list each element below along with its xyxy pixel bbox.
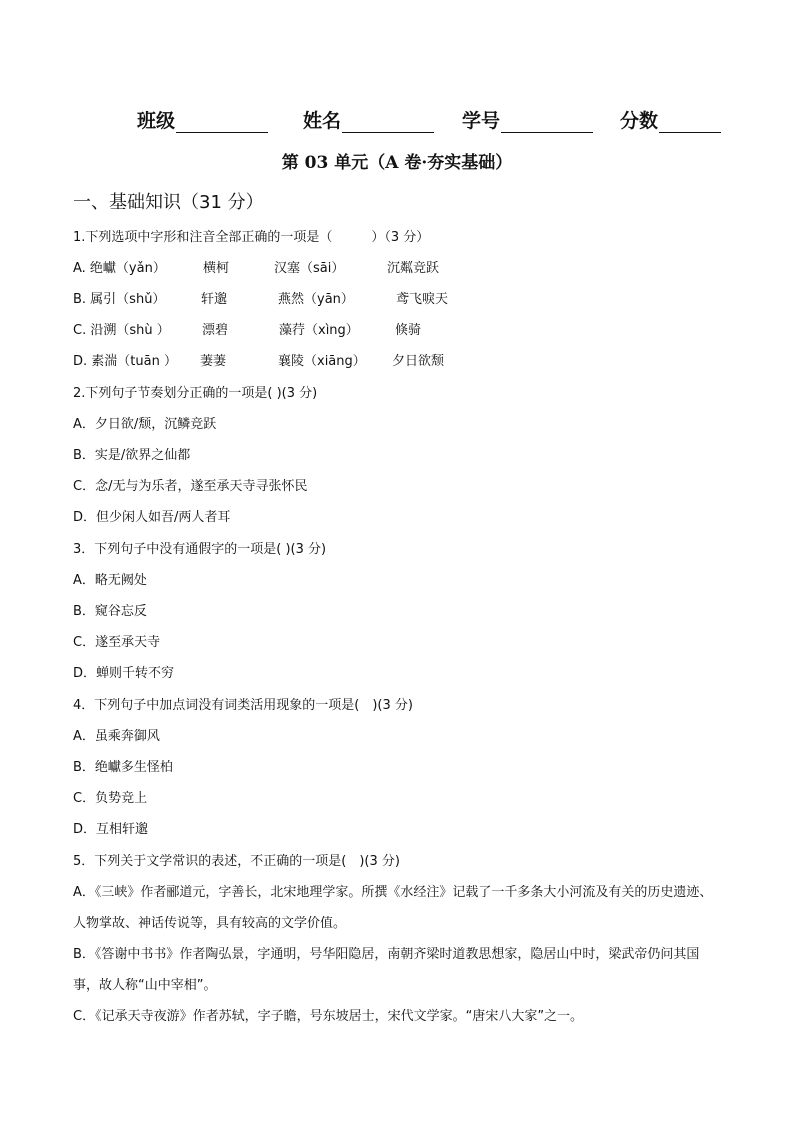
question-2-option-a[interactable]: A．夕日欲/颓，沉鳞竞跃 xyxy=(73,417,217,432)
class-label: 班级 xyxy=(137,110,176,132)
question-4-option-c[interactable]: C．负势竞上 xyxy=(73,791,148,806)
question-4-option-d[interactable]: D．互相轩邈 xyxy=(73,822,149,837)
option-cell: 倏骑 xyxy=(395,323,422,338)
question-3-option-d[interactable]: D．蝉则千转不穷 xyxy=(73,666,175,681)
score-blank[interactable] xyxy=(659,110,721,133)
option-cell: 夕日欲颓 xyxy=(392,354,445,369)
option-cell: D. 素湍（tuān ） xyxy=(73,354,177,369)
question-5-option-a[interactable]: A．《三峡》作者郦道元，字善长，北宋地理学家。所撰《水经注》记载了一千多条大小河流及有关的历史遗迹、人物掌故、神话传说等，具有较高的文学价值。 xyxy=(73,885,713,931)
question-3-option-a[interactable]: A．略无阙处 xyxy=(73,573,147,588)
option-cell: 漂碧 xyxy=(202,323,229,338)
student-info-header xyxy=(0,106,794,134)
option-cell: 沉粼竞跃 xyxy=(387,261,440,276)
student-id-label: 学号 xyxy=(462,110,501,132)
question-5-option-b[interactable]: B．《答谢中书书》作者陶弘景，字通明，号华阳隐居，南朝齐梁时道教思想家，隐居山中时，梁武帝仍问其国事，故人称“山中宰相”。 xyxy=(73,947,700,993)
option-cell: 萋萋 xyxy=(200,354,227,369)
question-4-option-a[interactable]: A．虽乘奔御风 xyxy=(73,729,160,744)
question-3-stem: 3．下列句子中没有通假字的一项是( )(3 分) xyxy=(73,542,327,557)
question-2-option-b[interactable]: B．实是/欲界之仙都 xyxy=(73,448,191,463)
option-cell: 藻荇（xìng） xyxy=(279,323,359,338)
question-1-stem: 1.下列选项中字形和注音全部正确的一项是（ ）（3 分） xyxy=(73,230,430,245)
option-cell: 鸢飞唳天 xyxy=(396,292,449,307)
question-4-stem: 4．下列句子中加点词没有词类活用现象的一项是( )(3 分) xyxy=(73,698,413,713)
section-heading: 一、基础知识（31 分） xyxy=(73,192,264,213)
exam-title: 第 03 单元（A 卷·夯实基础） xyxy=(281,153,513,173)
question-3-option-c[interactable]: C．遂至承天寺 xyxy=(73,635,161,650)
option-cell: 轩邈 xyxy=(201,292,228,307)
option-cell: 横柯 xyxy=(203,261,230,276)
student-id-field xyxy=(462,106,593,133)
student-id-blank[interactable] xyxy=(501,110,593,133)
option-cell: C. 沿溯（shù ） xyxy=(73,323,170,338)
name-blank[interactable] xyxy=(342,110,434,133)
option-cell: 汉塞（sāi） xyxy=(274,261,345,276)
name-label: 姓名 xyxy=(303,110,342,132)
class-blank[interactable] xyxy=(176,110,268,133)
name-field xyxy=(303,106,434,133)
question-3-option-b[interactable]: B．窥谷忘反 xyxy=(73,604,147,619)
class-field xyxy=(137,106,268,133)
question-2-stem: 2.下列句子节奏划分正确的一项是( )(3 分) xyxy=(73,386,318,401)
question-5-stem: 5．下列关于文学常识的表述，不正确的一项是( )(3 分) xyxy=(73,854,400,869)
score-field xyxy=(620,106,721,133)
option-cell: 襄陵（xiāng） xyxy=(278,354,366,369)
option-cell: B. 属引（shǔ） xyxy=(73,292,166,307)
question-2-option-d[interactable]: D．但少闲人如吾/两人者耳 xyxy=(73,510,231,525)
question-2-option-c[interactable]: C．念/无与为乐者，遂至承天寺寻张怀民 xyxy=(73,479,308,494)
question-4-option-b[interactable]: B．绝巘多生怪柏 xyxy=(73,760,173,775)
question-5-option-c[interactable]: C．《记承天寺夜游》作者苏轼，字子瞻，号东坡居士，宋代文学家。“唐宋八大家”之一。 xyxy=(73,1009,584,1024)
option-cell: A. 绝巘（yǎn） xyxy=(73,261,166,276)
option-cell: 燕然（yān） xyxy=(278,292,354,307)
score-label: 分数 xyxy=(620,110,659,132)
